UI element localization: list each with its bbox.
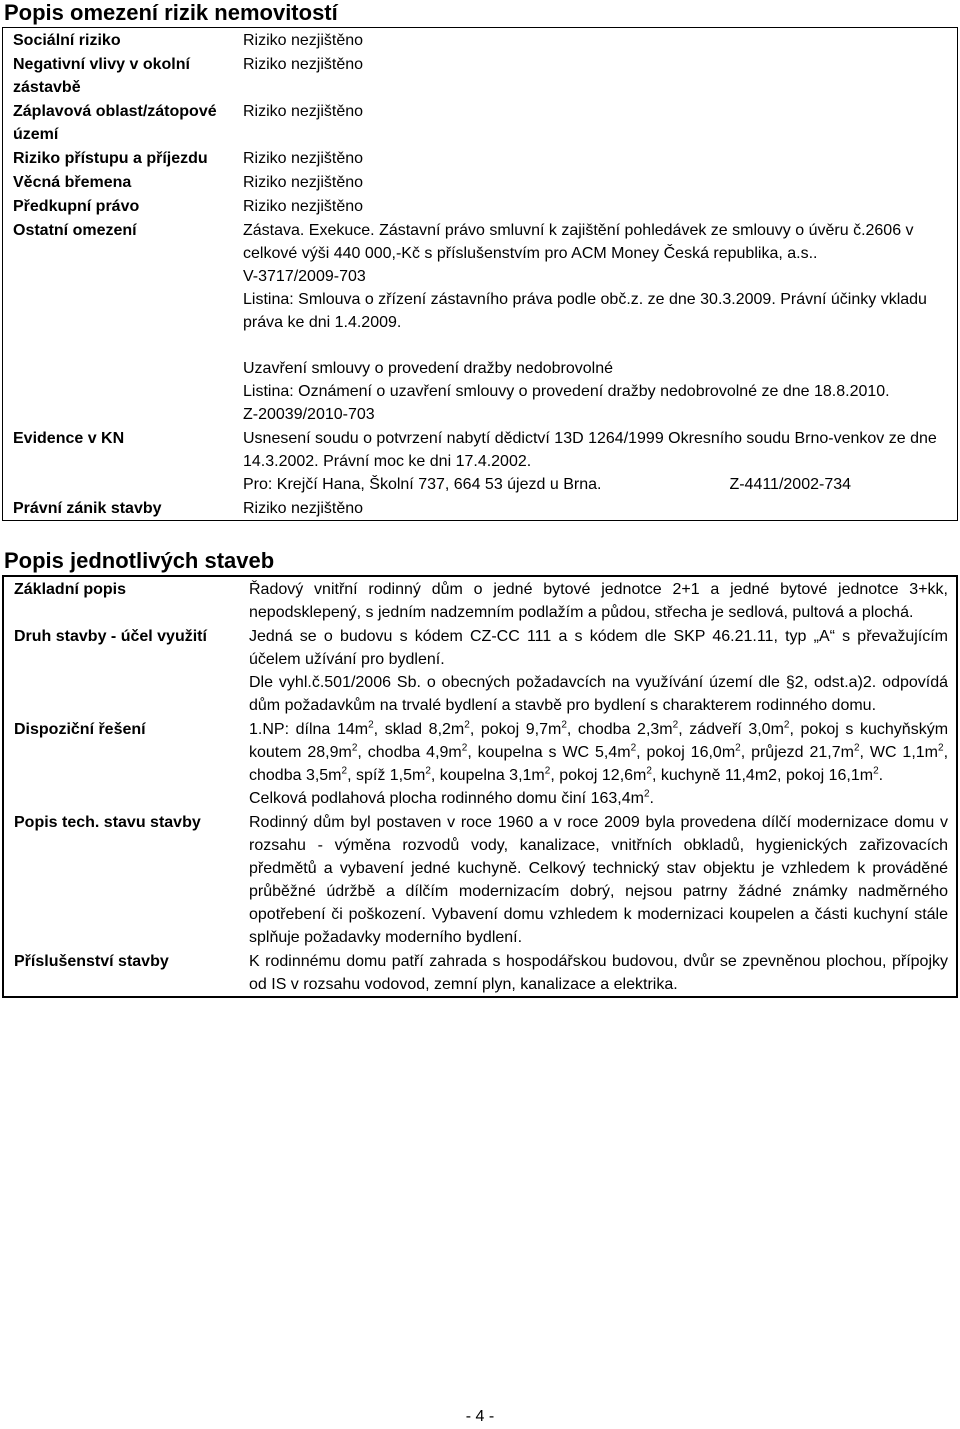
room-text: , průjezd 21,7m [740,744,854,761]
table-row-other-restrictions [3,218,958,426]
table-row [3,717,957,810]
area-unit-sup: 2 [368,719,374,731]
page-number: - 4 - [465,1408,495,1425]
usage-text: Jedná se o budovu s kódem CZ-CC 111 a s kódem dle SKP 46.21.11, typ „A“ s převažujícím účelem užívání pro bydlení. [249,628,948,668]
auction-ref: Z-20039/2010-703 [243,406,375,423]
row-label: Věcná břemena [13,174,132,191]
row-label: Základní popis [14,581,127,598]
row-value: K rodinnému domu patří zahrada s hospodářskou budovou, dvůr se zpevněnou plochou, přípojky od IS v rozsahu vodovod, zemní plyn, kanalizace a elektrika. [249,953,948,993]
row-value: Rodinný dům byl postaven v roce 1960 a v roce 2009 byla provedena dílčí modernizace domu v rozsahu - výměna rozvodů vody, kanalizace, vnitřních obkladů, hygienických zařizovacích předmětů a vybavení jedné kuchyně. Celkový technický stav objektu je vzhledem k prováděné průběžné údržbě a dílčím modernizacím dobrý, nejsou patrny žádné známky nadměrného opotřebení či poškození. Vybavení domu vzhledem k modernizaci koupelen a části kuchyní stále splňuje požadavky moderního bydlení. [249,814,948,946]
row-label: Záplavová oblast/zátopové území [13,103,217,143]
room-text: , kuchyně 11,4m2, pokoj 16,1m [651,767,874,784]
spacer [243,334,947,357]
total-area: Celková podlahová plocha rodinného domu činí $163,4m^2$. [249,788,654,807]
room-text: , pokoj s kuchyňským koutem 28,9m [249,721,949,761]
room-text: , koupelna s WC 5,4m [467,744,631,761]
row-value [235,426,958,496]
buildings-table [2,575,958,998]
room-text: , pokoj 12,6m [550,767,647,784]
table-row-kn [3,426,958,496]
row-label: Druh stavby - účel využití [14,628,207,645]
row-label: Předkupní právo [13,198,140,215]
area-unit-sup: 2 [561,719,567,731]
room-text: , chodba 4,9m [357,744,462,761]
section-title-buildings: Popis jednotlivých staveb [4,548,275,573]
area-unit-sup: 2 [672,719,679,731]
area-unit-sup: 2 [464,719,470,731]
section-title-risks: Popis omezení rizik nemovitostí [4,0,338,25]
room-text: , zádveří 3,0m [678,721,784,738]
table-row [3,194,958,218]
area-unit-sup: 2 [853,742,860,754]
row-value: Řadový vnitřní rodinný dům o jedné bytové jednotce 2+1 a jedné bytové jednotce 3+kk, nepodsklepený, s jedním nadzemním podlažím a půdou, střecha je sedlová, pultová a plochá. [249,581,948,621]
table-row [3,52,958,99]
room-text: , chodba 2,3m [566,721,673,738]
room-text: , spíž 1,5m [347,767,426,784]
restriction-text: Zástava. Exekuce. Zástavní právo smluvní k zajištění pohledávek ze smlouvy o úvěru č.2606 v celkové výši 440 000,-Kč s příslušenstvím pro ACM Money Česká republika, a.s.. [243,222,914,262]
table-row [3,496,958,521]
table-row [3,624,957,717]
restriction-deed: Listina: Smlouva o zřízení zástavního práva podle obč.z. ze dne 30.3.2009. Právní účinky vkladu práva ke dni 1.4.2009. [243,291,927,331]
auction-deed: Listina: Oznámení o uzavření smlouvy o provedení dražby nedobrovolné ze dne 18.8.2010. [243,383,890,400]
row-label: Negativní vlivy v okolní zástavbě [13,56,190,96]
row-label: Evidence v KN [13,430,125,447]
row-label: Ostatní omezení [13,222,137,239]
room-text: , pokoj 9,7m [469,721,562,738]
area-unit-sup: 2 [630,742,637,754]
row-value: Riziko nezjištěno [243,150,364,167]
room-text: 1.NP: dílna 14m [249,721,369,738]
area-unit-sup: 2 [351,742,358,754]
row-label: Popis tech. stavu stavby [14,814,201,831]
table-row [3,810,957,949]
area-unit-sup: 2 [425,765,431,777]
rooms-list [249,718,948,787]
risk-table [2,27,958,521]
area-unit-sup: 2 [341,765,348,777]
area-unit-sup: 2 [544,765,551,777]
row-label: Příslušenství stavby [14,953,169,970]
row-value [239,624,957,717]
kn-ref: Z-4411/2002-734 [729,476,852,493]
usage-regulation: Dle vyhl.č.501/2006 Sb. o obecných požadavcích na využívání území dle §2, odst.a)2. odpovídá dům požadavkům na trvalé bydlení a stavbě pro bydlení s charakterem rodinného domu. [249,674,948,714]
row-value: Riziko nezjištěno [243,174,364,191]
area-unit-sup: 2 [646,765,652,777]
room-text: , WC 1,1m [859,744,938,761]
auction-text: Uzavření smlouvy o provedení dražby nedobrovolné [243,360,613,377]
table-row [3,146,958,170]
table-row [3,99,958,146]
row-label: Sociální riziko [13,32,121,49]
room-text: , pokoj 16,0m [636,744,736,761]
row-label: Dispoziční řešení [14,721,146,738]
row-value: Riziko nezjištěno [243,500,364,517]
area-unit-sup: 2 [735,742,741,754]
room-text: . [878,767,884,784]
table-row [3,949,957,997]
room-text: , sklad 8,2m [373,721,465,738]
area-unit-sup: 2 [461,742,468,754]
table-row [3,170,958,194]
table-row [3,28,958,53]
room-text: , chodba 3,5m [249,744,949,784]
row-value: Riziko nezjištěno [243,32,364,49]
kn-owner: Pro: Krejčí Hana, Školní 737, 664 53 újezd u Brna. [243,476,602,493]
table-row [3,576,957,624]
kn-owner-line [243,473,947,496]
row-value [239,717,957,810]
row-value: Riziko nezjištěno [243,103,364,120]
area-unit-sup: 2 [873,765,879,777]
kn-text: Usnesení soudu o potvrzení nabytí dědictví 13D 1264/1999 Okresního soudu Brno-venkov ze dne 14.3.2002. Právní moc ke dni 17.4.2002. [243,430,937,470]
room-text: , koupelna 3,1m [430,767,545,784]
area-unit-sup: 2 [938,742,944,754]
row-value: Riziko nezjištěno [243,198,364,215]
row-label: Riziko přístupu a příjezdu [13,150,208,167]
area-unit-sup: 2 [783,719,790,731]
row-label: Právní zánik stavby [13,500,162,517]
restriction-ref: V-3717/2009-703 [243,268,366,285]
row-value [235,218,958,426]
row-value: Riziko nezjištěno [243,56,364,73]
